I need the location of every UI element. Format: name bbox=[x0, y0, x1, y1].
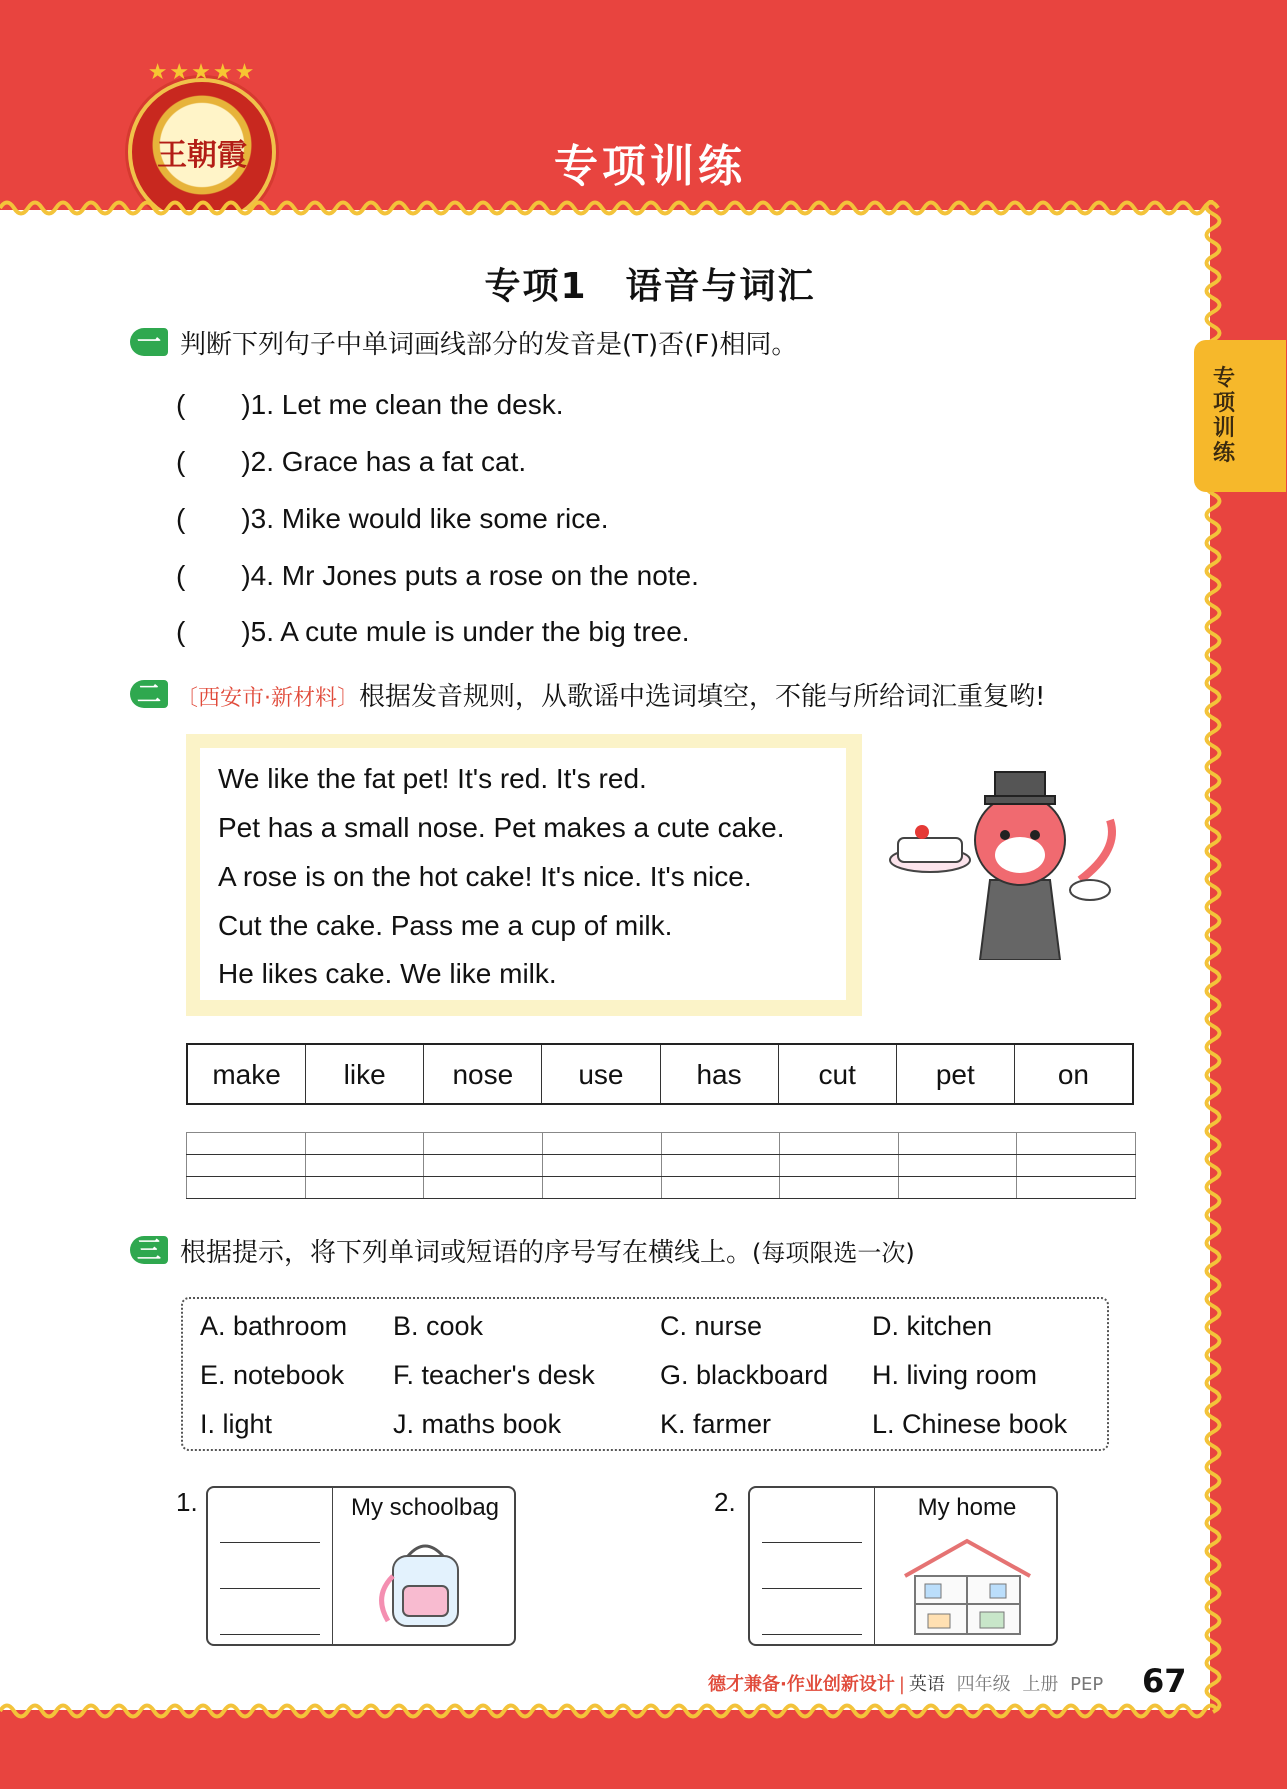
footer-separator: | bbox=[898, 1674, 905, 1695]
q2-instruction-line bbox=[176, 676, 1045, 713]
schoolbag-icon bbox=[358, 1536, 493, 1636]
page-number: 67 bbox=[1142, 1662, 1187, 1700]
answer-writing-grid[interactable] bbox=[186, 1132, 1136, 1196]
q2-instruction: 根据发音规则，从歌谣中选词填空，不能与所给词汇重复哟! bbox=[359, 682, 1046, 712]
option-item: K. farmer bbox=[660, 1409, 772, 1439]
bottom-wave-border bbox=[0, 1700, 1230, 1722]
word-cell: cut bbox=[779, 1045, 897, 1103]
page-footer bbox=[708, 1670, 1103, 1696]
q2-number-badge: 二 bbox=[130, 680, 168, 708]
song-line: A rose is on the hot cake! It's nice. It's nice. bbox=[218, 861, 752, 892]
song-line: Pet has a small nose. Pet makes a cute cake. bbox=[218, 812, 785, 843]
footer-edition: PEP bbox=[1070, 1674, 1104, 1695]
q1-number-badge: 一 bbox=[130, 328, 168, 356]
word-cell: use bbox=[542, 1045, 660, 1103]
logo-stars-icon: ★★★★★ bbox=[147, 60, 257, 85]
option-item: E. notebook bbox=[200, 1360, 345, 1390]
option-item: C. nurse bbox=[660, 1311, 763, 1341]
footer-subject: 英语 bbox=[908, 1674, 945, 1695]
side-tab[interactable] bbox=[1194, 340, 1286, 492]
option-item: F. teacher's desk bbox=[393, 1360, 595, 1390]
home-card bbox=[748, 1486, 1058, 1646]
q1-item: ( )2. Grace has a fat cat. bbox=[176, 446, 527, 477]
footer-brand: 德才兼备·作业创新设计 bbox=[708, 1674, 895, 1695]
answer-blank[interactable] bbox=[762, 1542, 862, 1543]
song-line: Cut the cake. Pass me a cup of milk. bbox=[218, 910, 673, 941]
card-title: My home bbox=[917, 1494, 1017, 1521]
footer-grade: 四年级 bbox=[956, 1674, 1011, 1695]
section-title: 专项1 语音与词汇 bbox=[484, 266, 816, 307]
q3-instruction-line bbox=[180, 1232, 915, 1269]
word-cell: on bbox=[1057, 1059, 1090, 1090]
footer-volume: 上册 bbox=[1022, 1674, 1059, 1695]
q1-item: ( )3. Mike would like some rice. bbox=[176, 503, 609, 534]
house-icon bbox=[900, 1536, 1035, 1636]
page-header-title: 专项训练 bbox=[554, 141, 746, 192]
option-item: H. living room bbox=[872, 1360, 1038, 1390]
option-item: B. cook bbox=[393, 1311, 484, 1341]
answer-blank[interactable] bbox=[220, 1588, 320, 1589]
word-cell: has bbox=[661, 1045, 779, 1103]
option-item: L. Chinese book bbox=[872, 1409, 1068, 1439]
q1-item: ( )5. A cute mule is under the big tree. bbox=[176, 616, 690, 647]
option-item: A. bathroom bbox=[200, 1311, 348, 1341]
song-line: We like the fat pet! It's red. It's red. bbox=[218, 763, 647, 794]
word-cell: make bbox=[188, 1045, 306, 1103]
option-item: I. light bbox=[200, 1409, 273, 1439]
q1-item: ( )4. Mr Jones puts a rose on the note. bbox=[176, 560, 699, 591]
side-tab-label: 专项训练 bbox=[1212, 366, 1235, 466]
word-cell: nose bbox=[424, 1045, 542, 1103]
song-line: He likes cake. We like milk. bbox=[218, 958, 557, 989]
answer-blank[interactable] bbox=[762, 1634, 862, 1635]
q3-note: (每项限选一次) bbox=[752, 1239, 915, 1267]
q1-instruction: 判断下列句子中单词画线部分的发音是(T)否(F)相同。 bbox=[180, 330, 798, 360]
q1-item: ( )1. Let me clean the desk. bbox=[176, 389, 564, 420]
word-cell: pet bbox=[897, 1045, 1015, 1103]
word-cell: like bbox=[306, 1045, 424, 1103]
answer-blank[interactable] bbox=[220, 1542, 320, 1543]
q3-number-badge: 三 bbox=[130, 1236, 168, 1264]
q3-instruction: 根据提示，将下列单词或短语的序号写在横线上。 bbox=[180, 1238, 753, 1268]
card-title: My schoolbag bbox=[350, 1494, 500, 1521]
option-item: D. kitchen bbox=[872, 1311, 993, 1341]
q2-source-tag: 〔西安市·新材料〕 bbox=[176, 686, 359, 711]
answer-blank[interactable] bbox=[762, 1588, 862, 1589]
option-item: J. maths book bbox=[393, 1409, 562, 1439]
schoolbag-card bbox=[206, 1486, 516, 1646]
word-bank-table bbox=[186, 1043, 1134, 1105]
answer-blank[interactable] bbox=[220, 1634, 320, 1635]
cat-waiter-illustration bbox=[880, 760, 1140, 960]
option-item: G. blackboard bbox=[660, 1360, 829, 1390]
card-number: 1. bbox=[176, 1487, 198, 1517]
top-wave-border bbox=[0, 197, 1230, 219]
card-number: 2. bbox=[714, 1487, 736, 1517]
logo-text: 王朝霞 bbox=[157, 138, 247, 173]
